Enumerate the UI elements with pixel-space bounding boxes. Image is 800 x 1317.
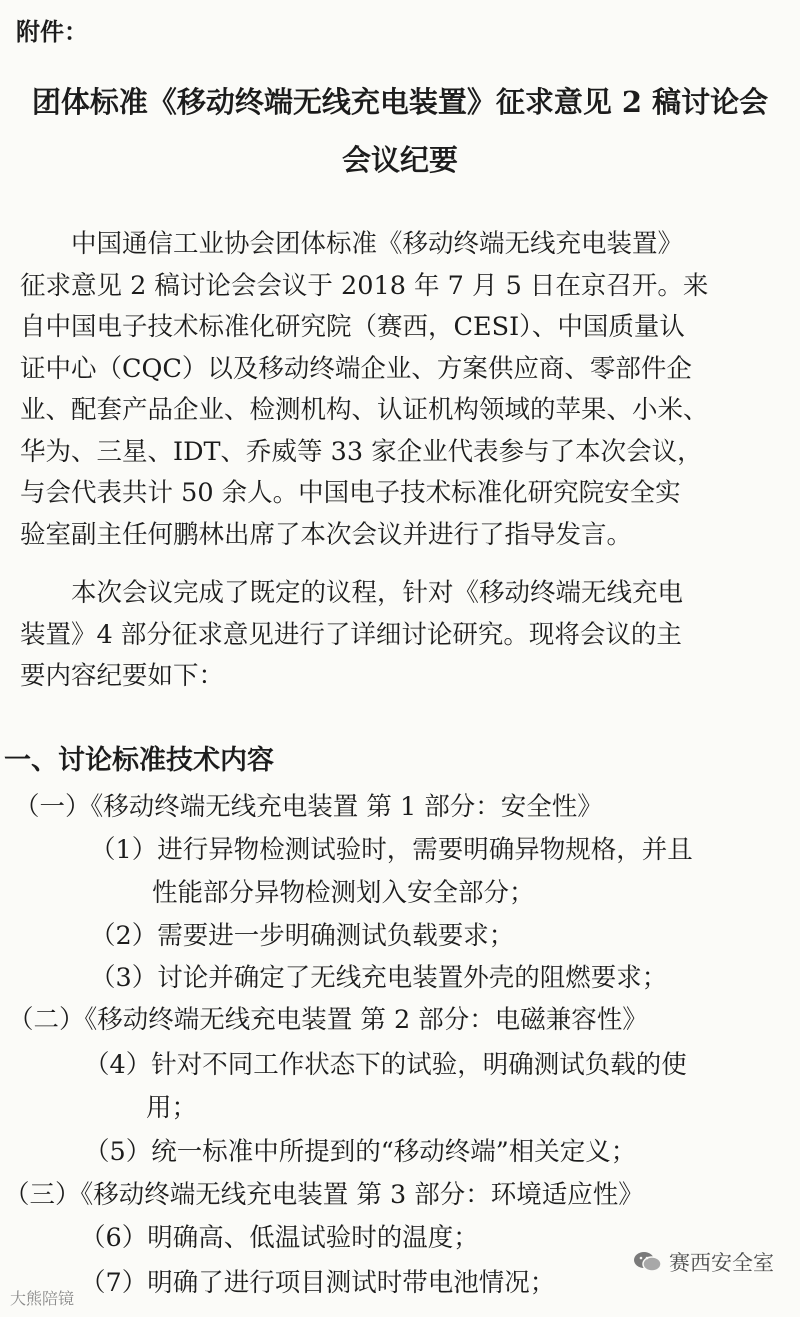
watermark-left-text: 大熊陪镜 [10, 1289, 75, 1308]
paragraph-line: 自中国电子技术标准化研究院（赛西，CESI）、中国质量认 [20, 312, 685, 342]
paragraph-line: 华为、三星、IDT、乔威等 33 家企业代表参与了本次会议， [20, 436, 703, 467]
paragraph-line: 验室副主任何鹏林出席了本次会议并进行了指导发言。 [20, 519, 633, 550]
outline-item: （7）明确了进行项目测试时带电池情况； [80, 1268, 556, 1298]
attachment-label: 附件： [16, 17, 88, 46]
paragraph-line: 本次会议完成了既定的议程，针对《移动终端无线充电 [20, 578, 684, 608]
paragraph-line: 要内容纪要如下： [20, 661, 225, 691]
outline-heading: （三）《移动终端无线充电装置 第 3 部分：环境适应性》 [4, 1180, 644, 1210]
paragraph-line: 中国通信工业协会团体标准《移动终端无线充电装置》 [20, 229, 684, 259]
outline-heading: （二）《移动终端无线充电装置 第 2 部分：电磁兼容性》 [8, 1005, 648, 1035]
outline-item: （2）需要进一步明确测试负载要求； [90, 921, 515, 951]
outline-item: （5）统一标准中所提到的“移动终端”相关定义； [84, 1137, 637, 1167]
paragraph-line: 证中心（CQC）以及移动终端企业、方案供应商、零部件企 [20, 353, 692, 384]
intro-paragraph [20, 224, 790, 556]
watermark-left [10, 1286, 74, 1309]
watermark-right [633, 1247, 774, 1277]
paragraph-line: 装置》4 部分征求意见进行了详细讨论研究。现将会议的主 [20, 619, 682, 650]
outline-item: （3）讨论并确定了无线充电装置外壳的阻燃要求； [90, 963, 668, 993]
outline-item: 性能部分异物检测划入安全部分； [152, 878, 535, 908]
watermark-right-text: 赛西安全室 [669, 1251, 774, 1275]
wechat-icon [633, 1250, 663, 1274]
section-heading: 一、讨论标准技术内容 [4, 745, 274, 776]
outline-item: 用； [146, 1093, 198, 1123]
paragraph-line: 业、配套产品企业、检测机构、认证机构领域的苹果、小米、 [20, 395, 709, 425]
document-title-line-1: 团体标准《移动终端无线充电装置》征求意见 2 稿讨论会 [31, 85, 769, 119]
outline-item: （4）针对不同工作状态下的试验，明确测试负载的使 [84, 1050, 687, 1080]
paragraph-line: 与会代表共计 50 余人。中国电子技术标准化研究院安全实 [20, 478, 681, 508]
summary-paragraph [20, 573, 790, 698]
outline-item: （1）进行异物检测试验时，需要明确异物规格，并且 [90, 835, 693, 865]
outline-item: （6）明确高、低温试验时的温度； [80, 1223, 479, 1253]
document-title-line-2: 会议纪要 [341, 143, 458, 177]
outline-heading: （一）《移动终端无线充电装置 第 1 部分：安全性》 [14, 792, 603, 822]
paragraph-line: 征求意见 2 稿讨论会会议于 2018 年 7 月 5 日在京召开。来 [20, 270, 709, 301]
